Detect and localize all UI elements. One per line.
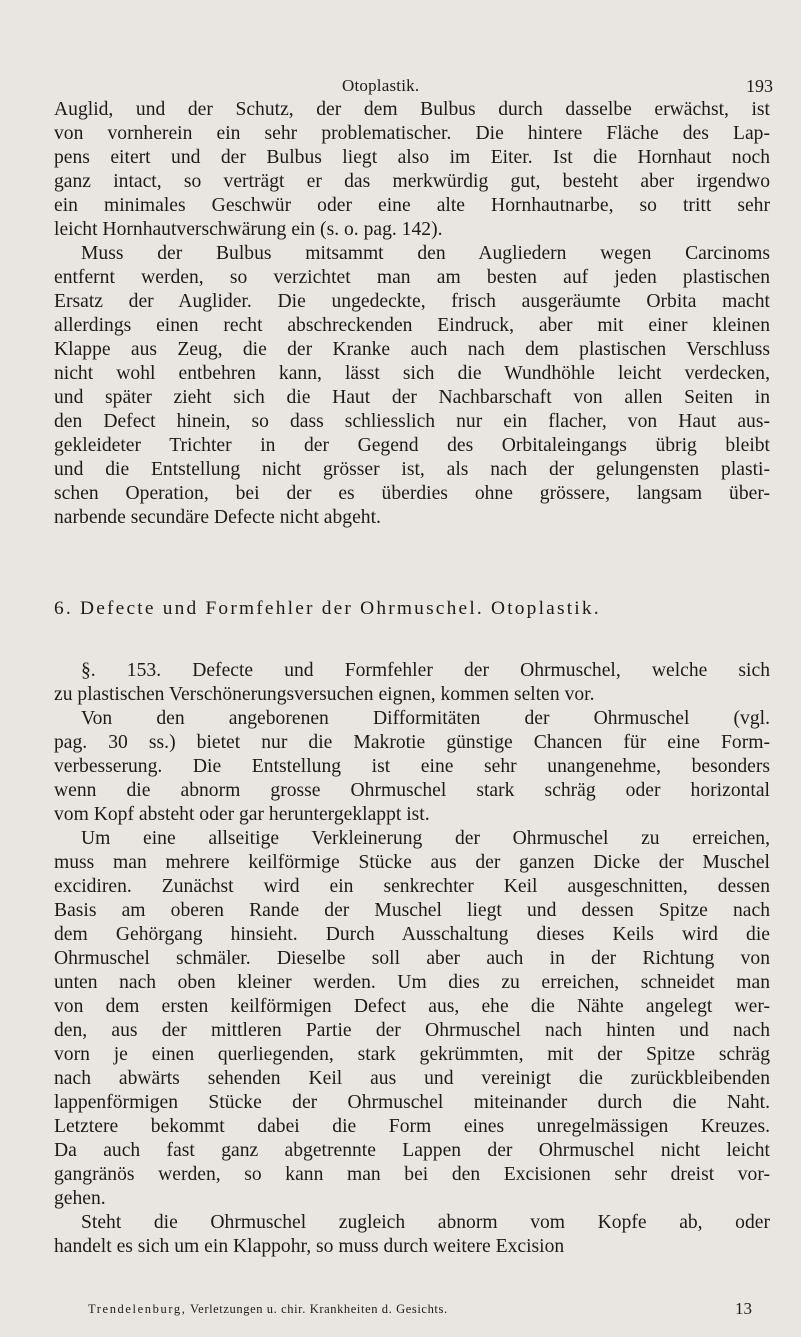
section-text bbox=[54, 659, 770, 1259]
text-line: gehen. bbox=[54, 1188, 106, 1209]
text-line: dem Gehörgang hinsieht. Durch Ausschaltung dieses Keils wird die bbox=[54, 924, 770, 945]
text-line: von dem ersten keilförmigen Defect aus, ehe die Nähte angelegt wer- bbox=[54, 996, 770, 1017]
footer-author: Trendelenburg, bbox=[88, 1302, 187, 1316]
text-line: vom Kopf absteht oder gar heruntergeklappt ist. bbox=[54, 804, 430, 825]
paragraph bbox=[54, 242, 770, 530]
text-line: verbesserung. Die Entstellung ist eine sehr unangenehme, besonders bbox=[54, 756, 770, 777]
text-line: allerdings einen recht abschreckenden Eindruck, aber mit einer kleinen bbox=[54, 315, 770, 336]
text-line: Ohrmuschel schmäler. Dieselbe soll aber auch in der Richtung von bbox=[54, 948, 770, 969]
text-line: Um eine allseitige Verkleinerung der Ohrmuschel zu erreichen, bbox=[81, 828, 770, 849]
page-header bbox=[0, 76, 801, 100]
text-line: Auglid, und der Schutz, der dem Bulbus durch dasselbe erwächst, ist bbox=[54, 99, 770, 120]
text-line: Ersatz der Auglider. Die ungedeckte, frisch ausgeräumte Orbita macht bbox=[54, 291, 770, 312]
text-line: Klappe aus Zeug, die der Kranke auch nach dem plastischen Verschluss bbox=[54, 339, 770, 360]
text-line: leicht Hornhautverschwärung ein (s. o. pag. 142). bbox=[54, 219, 443, 240]
text-line: Basis am oberen Rande der Muschel liegt und dessen Spitze nach bbox=[54, 900, 770, 921]
text-line: und später zieht sich die Haut der Nachbarschaft von allen Seiten in bbox=[54, 387, 770, 408]
text-line: Steht die Ohrmuschel zugleich abnorm vom Kopfe ab, oder bbox=[81, 1212, 770, 1233]
text-line: und die Entstellung nicht grösser ist, als nach der gelungensten plasti- bbox=[54, 459, 770, 480]
text-line: nach abwärts sehenden Keil aus und vereinigt die zurückbleibenden bbox=[54, 1068, 770, 1089]
paragraph bbox=[54, 659, 770, 707]
text-line: von vornherein ein sehr problematischer. Die hintere Fläche des Lap- bbox=[54, 123, 770, 144]
signature-mark: 13 bbox=[735, 1299, 752, 1318]
running-title: Otoplastik. bbox=[342, 76, 420, 95]
page-body bbox=[54, 98, 770, 1259]
paragraph bbox=[54, 1211, 770, 1259]
section-heading: 6. Defecte und Formfehler der Ohrmuschel. Otoplastik. bbox=[54, 598, 601, 619]
paragraph bbox=[54, 827, 770, 1211]
text-line: zu plastischen Verschönerungsversuchen eignen, kommen selten vor. bbox=[54, 684, 595, 705]
text-line: Von den angeborenen Difformitäten der Ohrmuschel (vgl. bbox=[81, 708, 770, 729]
text-line: den Defect hinein, so dass schliesslich nur ein flacher, von Haut aus- bbox=[54, 411, 770, 432]
intro-text bbox=[54, 98, 770, 530]
text-line: den, aus der mittleren Partie der Ohrmuschel nach hinten und nach bbox=[54, 1020, 770, 1041]
text-line: gangränös werden, so kann man bei den Excisionen sehr dreist vor- bbox=[54, 1164, 770, 1185]
text-line: ganz intact, so verträgt er das merkwürdig gut, besteht aber irgendwo bbox=[54, 171, 770, 192]
text-line: pag. 30 ss.) bietet nur die Makrotie günstige Chancen für eine Form- bbox=[54, 732, 770, 753]
text-line: narbende secundäre Defecte nicht abgeht. bbox=[54, 507, 381, 528]
text-line: wenn die abnorm grosse Ohrmuschel stark schräg oder horizontal bbox=[54, 780, 770, 801]
paragraph bbox=[54, 98, 770, 242]
text-line: ein minimales Geschwür oder eine alte Hornhautnarbe, so tritt sehr bbox=[54, 195, 770, 216]
text-line: gekleideter Trichter in der Gegend des Orbitaleingangs übrig bleibt bbox=[54, 435, 770, 456]
text-line: schen Operation, bei der es überdies ohne grössere, langsam über- bbox=[54, 483, 770, 504]
text-line: nicht wohl entbehren kann, lässt sich die Wundhöhle leicht verdecken, bbox=[54, 363, 770, 384]
text-line: Letztere bekommt dabei die Form eines unregelmässigen Kreuzes. bbox=[54, 1116, 770, 1137]
text-line: pens eitert und der Bulbus liegt also im Eiter. Ist die Hornhaut noch bbox=[54, 147, 770, 168]
text-line: vorn je einen querliegenden, stark gekrümmten, mit der Spitze schräg bbox=[54, 1044, 770, 1065]
footer-title: Verletzungen u. chir. Krankheiten d. Gesichts. bbox=[189, 1302, 448, 1316]
page-number: 193 bbox=[746, 76, 773, 96]
page-footer bbox=[88, 1299, 752, 1318]
text-line: excidiren. Zunächst wird ein senkrechter Keil ausgeschnitten, dessen bbox=[54, 876, 770, 897]
text-line: entfernt werden, so verzichtet man am besten auf jeden plastischen bbox=[54, 267, 770, 288]
text-line: Da auch fast ganz abgetrennte Lappen der Ohrmuschel nicht leicht bbox=[54, 1140, 770, 1161]
text-line: handelt es sich um ein Klappohr, so muss durch weitere Excision bbox=[54, 1236, 565, 1257]
text-line: lappenförmigen Stücke der Ohrmuschel miteinander durch die Naht. bbox=[54, 1092, 770, 1113]
text-line: unten nach oben kleiner werden. Um dies zu erreichen, schneidet man bbox=[54, 972, 770, 993]
paragraph bbox=[54, 707, 770, 827]
text-line: Muss der Bulbus mitsammt den Augliedern wegen Carcinoms bbox=[81, 243, 770, 264]
text-line: §. 153. Defecte und Formfehler der Ohrmuschel, welche sich bbox=[81, 660, 770, 681]
text-line: muss man mehrere keilförmige Stücke aus der ganzen Dicke der Muschel bbox=[54, 852, 770, 873]
